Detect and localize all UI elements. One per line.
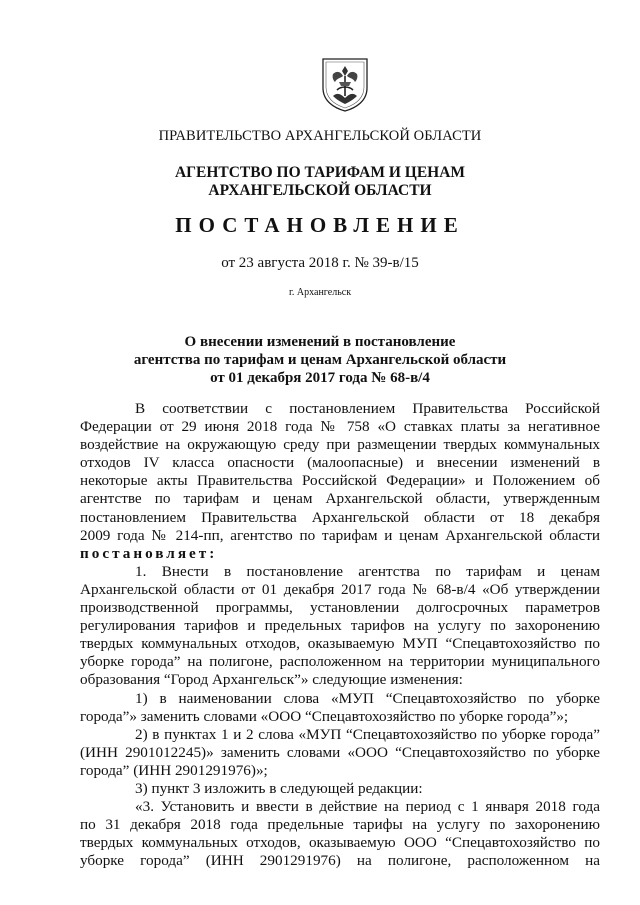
document-type-title: ПОСТАНОВЛЕНИЕ (175, 213, 465, 237)
paragraph-preamble (80, 400, 600, 563)
text-line: города” (ИНН 2901291976)»; (80, 761, 268, 779)
text-line: 1. Внести в постановление агентства по тарифам и ценам (135, 562, 600, 580)
government-name: ПРАВИТЕЛЬСТВО АРХАНГЕЛЬСКОЙ ОБЛАСТИ (158, 128, 482, 144)
text-line: производственной программы, установлении долгосрочных параметров (80, 599, 600, 617)
text-line: образования “Город Архангельск”» следующие изменения: (80, 671, 463, 689)
subject-line2: агентства по тарифам и ценам Архангельской области (133, 352, 507, 368)
text-line: 2) в пунктах 1 и 2 слова «МУП “Спецавтохозяйство по уборке города” (135, 725, 600, 743)
text-line: отходов IV класса опасности (малоопасные) и внесении изменений в (80, 454, 600, 472)
agency-name (0, 164, 640, 200)
subject-line3: от 01 декабря 2017 года № 68-в/4 (210, 370, 430, 386)
paragraph-new-item-3 (80, 798, 600, 870)
text-line: регулирования тарифов и предельных тарифов на услугу по захоронению (80, 617, 600, 635)
text-line: уборке города” на полигоне, расположенном на территории муниципального (80, 653, 600, 671)
text-line: города”» заменить словами «ООО “Спецавтохозяйство по уборке города”»; (80, 707, 569, 725)
text-line: В соответствии с постановлением Правительства Российской (135, 400, 600, 417)
text-line: Архангельской области от 01 декабря 2017 года № 68-в/4 «Об утверждении (80, 580, 600, 598)
text-line: 3) пункт 3 изложить в следующей редакции: (135, 779, 423, 797)
paragraph-item-1 (80, 563, 600, 690)
document-date-number: от 23 августа 2018 г. № 39-в/15 (221, 255, 419, 271)
document-body (80, 400, 600, 870)
text-line: некоторые акты Правительства Российской Федерации» и Положением об (80, 472, 600, 490)
agency-name-line1: АГЕНТСТВО ПО ТАРИФАМ И ЦЕНАМ (174, 164, 466, 181)
subject-line1: О внесении изменений в постановление (184, 334, 456, 350)
agency-name-line2: АРХАНГЕЛЬСКОЙ ОБЛАСТИ (208, 182, 432, 199)
text-line: 2009 года № 214-пп, агентство по тарифам и ценам Архангельской области (80, 526, 600, 544)
document-city: г. Архангельск (288, 287, 352, 298)
text-line: (ИНН 2901012245)» заменить словами «ООО “Спецавтохозяйство по уборке (80, 743, 600, 761)
text-line: твердых коммунальных отходов, оказываемую МУП “Спецавтохозяйство по (80, 635, 600, 653)
text-line: Федерации от 29 июня 2018 года № 758 «О ставках платы за негативное (80, 418, 600, 436)
text-line: воздействие на окружающую среду при размещении твердых коммунальных (80, 436, 600, 454)
paragraph-subitem-3 (80, 780, 600, 798)
text-line: по 31 декабря 2018 года предельные тарифы на услугу по захоронению (80, 816, 600, 834)
text-line: 1) в наименовании слова «МУП “Спецавтохозяйство по уборке (135, 689, 600, 707)
text-line: агентстве по тарифам и ценам Архангельской области, утвержденным (80, 490, 600, 508)
coat-of-arms-icon (319, 56, 371, 112)
paragraph-subitem-1 (80, 690, 600, 726)
text-line: «3. Установить и ввести в действие на период с 1 января 2018 года (135, 798, 600, 816)
text-line: постановлением Правительства Архангельской области от 18 декабря (80, 508, 600, 526)
text-line: уборке города” (ИНН 2901291976) на полигоне, расположенном на (80, 852, 600, 870)
paragraph-subitem-2 (80, 726, 600, 780)
document-subject (0, 333, 640, 387)
resolves-word: постановляет: (80, 544, 218, 562)
text-line: твердых коммунальных отходов, оказываемую ООО “Спецавтохозяйство по (80, 834, 600, 852)
